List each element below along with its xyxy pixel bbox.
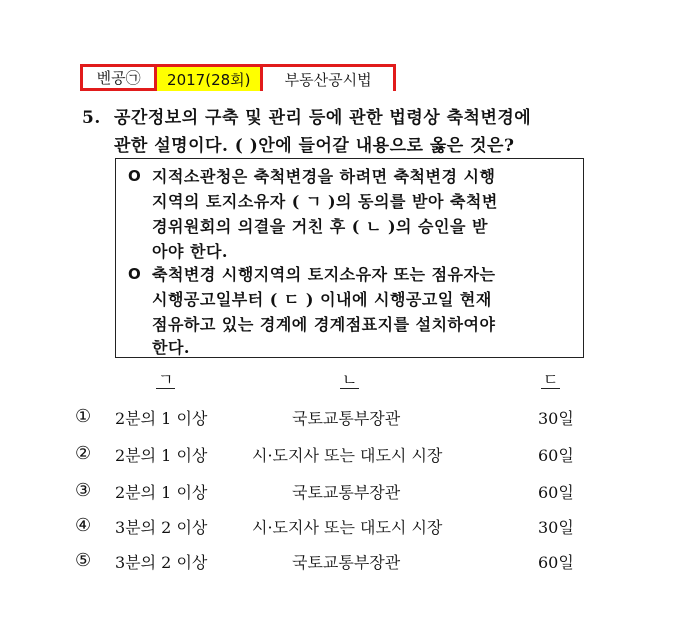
- statement-line: 시행공고일부터 ( ㄷ ) 이내에 시행공고일 현재: [152, 290, 492, 309]
- statement-line: 경위원회의 의결을 거친 후 ( ㄴ )의 승인을 받: [152, 217, 488, 236]
- statement-line: 한다.: [152, 338, 190, 357]
- answer-choice[interactable]: [75, 480, 595, 506]
- choice-value-b: 국토교통부장관: [292, 553, 401, 572]
- exam-label: 벤공㉠: [80, 67, 157, 91]
- answer-choice[interactable]: [75, 406, 595, 432]
- statement-line: 축척변경 시행지역의 토지소유자 또는 점유자는: [152, 265, 496, 284]
- bullet-circle-icon: O: [128, 265, 141, 283]
- statement-line: 아야 한다.: [152, 242, 228, 261]
- choice-value-c: 60일: [538, 483, 574, 502]
- question-text-line: 공간정보의 구축 및 관리 등에 관한 법령상 축척변경에: [114, 108, 532, 128]
- choice-value-a: 3분의 2 이상: [115, 553, 208, 572]
- statement-line: 점유하고 있는 경계에 경계점표지를 설치하여야: [152, 315, 496, 334]
- choice-value-c: 60일: [538, 553, 574, 572]
- exam-header: [80, 64, 396, 91]
- choice-value-a: 3분의 2 이상: [115, 518, 208, 537]
- bullet-circle-icon: O: [128, 167, 141, 185]
- choice-value-b: 시·도지사 또는 대도시 시장: [252, 446, 443, 465]
- exam-year-badge: 2017(28회): [157, 67, 260, 91]
- exam-subject: 부동산공시법: [260, 67, 396, 91]
- choice-value-c: 60일: [538, 446, 574, 465]
- choice-value-a: 2분의 1 이상: [115, 483, 208, 502]
- column-header-c: ㄷ: [543, 370, 559, 389]
- choice-value-a: 2분의 1 이상: [115, 446, 208, 465]
- column-header-a: ㄱ: [158, 370, 174, 389]
- choice-number: ⑤: [75, 550, 92, 571]
- choice-number: ③: [75, 480, 92, 501]
- choice-value-b: 국토교통부장관: [292, 483, 401, 502]
- answer-choice[interactable]: [75, 550, 595, 576]
- choice-number: ④: [75, 515, 92, 536]
- question-text-line: 관한 설명이다. ( )안에 들어갈 내용으로 옳은 것은?: [114, 136, 515, 156]
- choice-value-a: 2분의 1 이상: [115, 409, 208, 428]
- answer-choice[interactable]: [75, 443, 595, 469]
- choice-value-b: 시·도지사 또는 대도시 시장: [252, 518, 443, 537]
- answer-choice[interactable]: [75, 515, 595, 541]
- statement-line: 지역의 토지소유자 ( ㄱ )의 동의를 받아 축척변: [152, 192, 498, 211]
- choice-number: ①: [75, 406, 92, 427]
- statement-box: [115, 158, 584, 358]
- statement-line: 지적소관청은 축척변경을 하려면 축척변경 시행: [152, 167, 496, 186]
- choice-value-c: 30일: [538, 409, 574, 428]
- choice-value-b: 국토교통부장관: [292, 409, 401, 428]
- choice-value-c: 30일: [538, 518, 574, 537]
- choice-number: ②: [75, 443, 92, 464]
- column-header-b: ㄴ: [342, 370, 358, 389]
- question-number: 5.: [82, 108, 101, 128]
